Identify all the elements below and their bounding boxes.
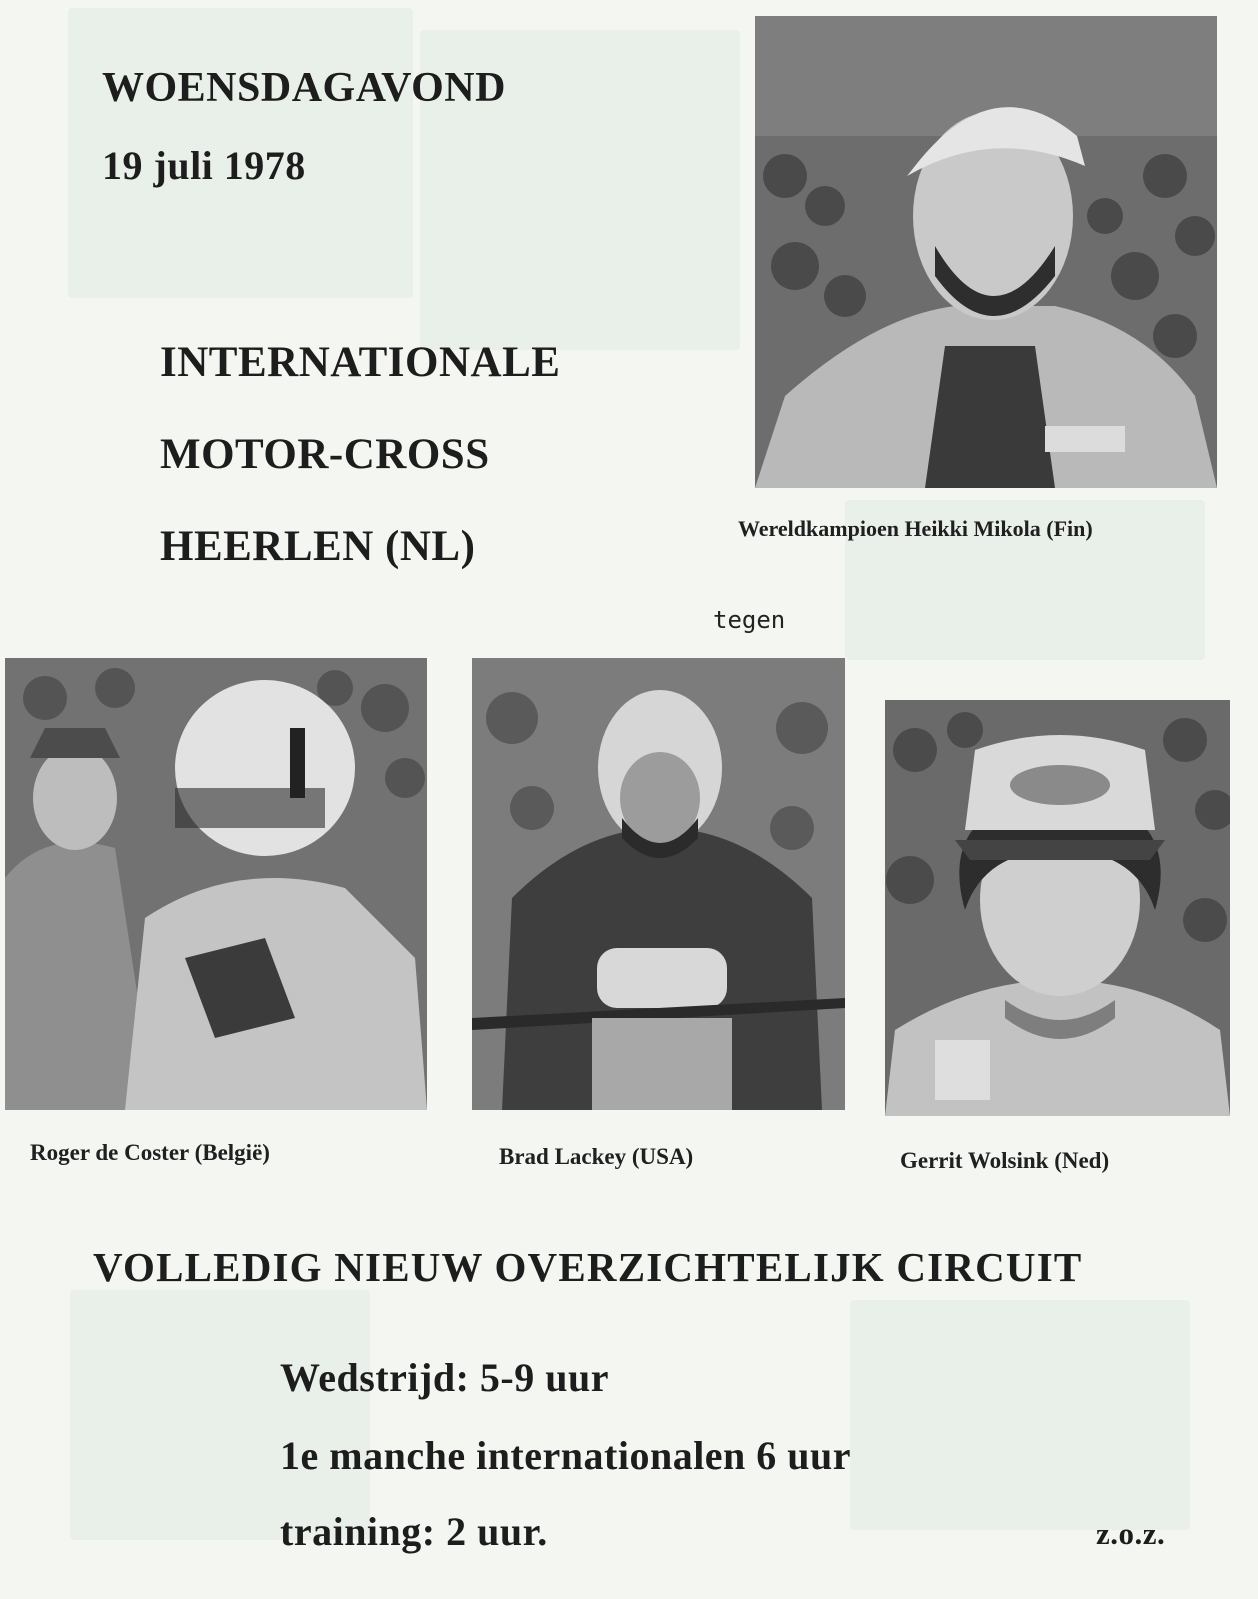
schedule-training: training: 2 uur. <box>280 1509 548 1554</box>
rider-caption-brad-lackey: Brad Lackey (USA) <box>499 1144 694 1169</box>
rider-caption-gerrit-wolsink: Gerrit Wolsink (Ned) <box>900 1148 1110 1173</box>
schedule-first-heat: 1e manche internationalen 6 uur <box>280 1433 852 1478</box>
show-through-patch <box>850 1300 1190 1530</box>
rider-caption-roger-de-coster: Roger de Coster (België) <box>30 1140 270 1165</box>
photo-heikki-mikola <box>755 16 1217 488</box>
circuit-headline: VOLLEDIG NIEUW OVERZICHTELIJK CIRCUIT <box>93 1244 1083 1290</box>
footer-please-turn-over: z.o.z. <box>1096 1516 1166 1551</box>
date-heading: 19 juli 1978 <box>102 143 306 188</box>
photo-roger-de-coster <box>5 658 427 1110</box>
show-through-patch <box>70 1290 370 1540</box>
event-title-line2: MOTOR-CROSS <box>160 431 490 478</box>
event-title-line3: HEERLEN (NL) <box>160 523 476 570</box>
featured-rider-caption: Wereldkampioen Heikki Mikola (Fin) <box>738 516 1093 541</box>
schedule-race-time: Wedstrijd: 5-9 uur <box>280 1355 609 1400</box>
versus-label: tegen <box>713 606 786 634</box>
photo-brad-lackey <box>472 658 845 1110</box>
event-title-line1: INTERNATIONALE <box>160 339 561 386</box>
day-heading: WOENSDAGAVOND <box>102 65 506 111</box>
photo-gerrit-wolsink <box>885 700 1230 1116</box>
